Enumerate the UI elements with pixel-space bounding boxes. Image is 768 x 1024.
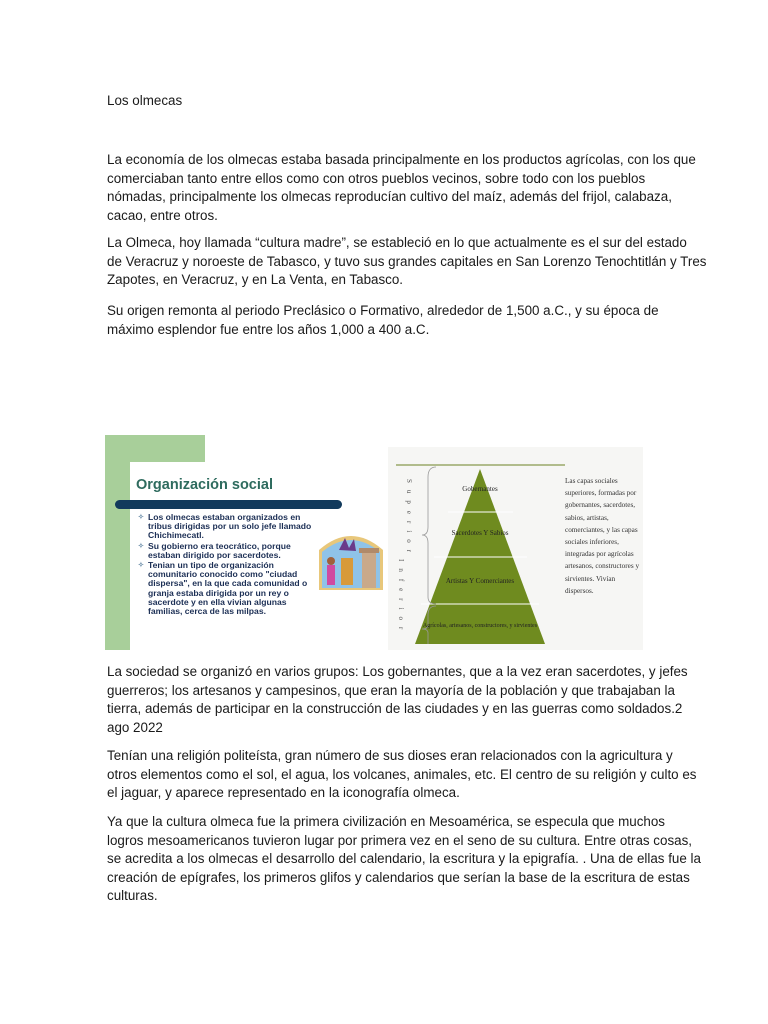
paragraph-line: nómadas, principalmente los olmecas reproducían cultivo del maíz, además del frijol, calabaza, [107, 189, 672, 205]
paragraph-line: otros elementos como el sol, el agua, los volcanes, animales, etc. El centro de su religión y culto es [107, 766, 697, 782]
paragraph-line: culturas. [107, 888, 158, 904]
paragraph-legacy [107, 813, 707, 906]
slide-title: Organización social [136, 477, 273, 493]
slide-bullet: ✧ Tenian un tipo de organización comunitario conocido como "ciudad dispersa", en la que cada comunidad o granja estaba dirigida por un rey o sacerdote y en ella vivian algunas familias, cerca de las milpas. [138, 561, 323, 616]
slide-divider [115, 500, 342, 509]
slide-bullets [138, 513, 323, 617]
slide-bullet: ✧ Los olmecas estaban organizados en tribus dirigidas por un solo jefe llamado Chichimecatl. [138, 513, 323, 541]
social-pyramid-image [388, 447, 643, 650]
pyramid-level-2: Sacerdotes Y Sabios [451, 529, 509, 537]
pyramid-description: Las capas sociales superiores, formadas por gobernantes, sacerdotes, sabios, artistas, comerciantes, y las capas sociales inferiores, integradas por agrícolas artesanos, constructores y sirvientes. Vivían dispersos. [565, 477, 640, 595]
paragraph-line: Tenían una religión politeísta, gran número de sus dioses eran relacionados con la agricultura y [107, 748, 673, 763]
paragraph-line: de Veracruz y noroeste de Tabasco, y tuvo sus grandes capitales en San Lorenzo Tenochtitlán y Tres [107, 253, 707, 269]
pyramid-vertical-label: Inferior [397, 559, 405, 637]
paragraph-economy [107, 151, 707, 225]
paragraph-line: el jaguar, y aparece representado en la iconografía olmeca. [107, 785, 460, 801]
paragraph-line: tierra, además de participar en la construcción de las ciudades y en las guerras como soldados.2 [107, 701, 683, 717]
paragraph-line: máximo esplendor fue entre los años 1,000 a 400 a.C. [107, 321, 430, 337]
pyramid-level-3: Artistas Y Comerciantes [445, 577, 515, 585]
paragraph-line: comerciaban tanto entre ellos como con otros pueblos vecinos, sobre todo con los pueblos [107, 170, 646, 186]
organizacion-social-slide-image [105, 435, 385, 650]
paragraph-religion [107, 747, 707, 803]
paragraph-line: La sociedad se organizó en varios grupos: Los gobernantes, que a la vez eran sacerdotes, y jefes [107, 664, 688, 679]
pyramid-level-4: Agrícolas, artesanos, constructores, y sirvientes [422, 623, 538, 629]
paragraph-line: ago 2022 [107, 719, 163, 735]
paragraph-line: logros mesoamericanos tuvieron lugar por primera vez en el seno de su cultura. Entre otras cosas, [107, 832, 693, 848]
paragraph-line: Zapotes, en Veracruz, y en La Venta, en Tabasco. [107, 272, 404, 288]
paragraph-line: cacao, entre otros. [107, 207, 218, 223]
paragraph-line: Su origen remonta al periodo Preclásico o Formativo, alrededor de 1,500 a.C., y su época de [107, 303, 659, 318]
pyramid-vertical-label: Superior [405, 479, 413, 560]
title-text: Los olmecas [107, 93, 183, 108]
olmec-figures-illustration [317, 530, 385, 590]
paragraph-line: se acredita a los olmecas el desarrollo del calendario, la escritura y la epigrafía. . Una de ellas fue la [107, 851, 701, 867]
paragraph-line: La Olmeca, hoy llamada “cultura madre”, se estableció en lo que actualmente es el sur del estado [107, 235, 687, 250]
paragraph-line: La economía de los olmecas estaba basada principalmente en los productos agrícolas, con los que [107, 152, 696, 167]
paragraph-line: creación de epígrafes, los primeros glifos y calendarios que serían la base de la escritura de estas [107, 869, 690, 885]
document-title [107, 92, 707, 111]
paragraph-location [107, 234, 707, 290]
paragraph-origin [107, 302, 707, 339]
pyramid-diagram [388, 447, 565, 650]
pyramid-level-1: Gobernantes [462, 485, 498, 493]
slide-bullet: ✧ Su gobierno era teocrático, porque estaban dirigido por sacerdotes. [138, 542, 323, 560]
paragraph-line: guerreros; los artesanos y campesinos, que eran la mayoría de la población y que trabajaban la [107, 682, 675, 698]
paragraph-society [107, 663, 707, 737]
paragraph-line: Ya que la cultura olmeca fue la primera civilización en Mesoamérica, se especula que muchos [107, 814, 665, 829]
